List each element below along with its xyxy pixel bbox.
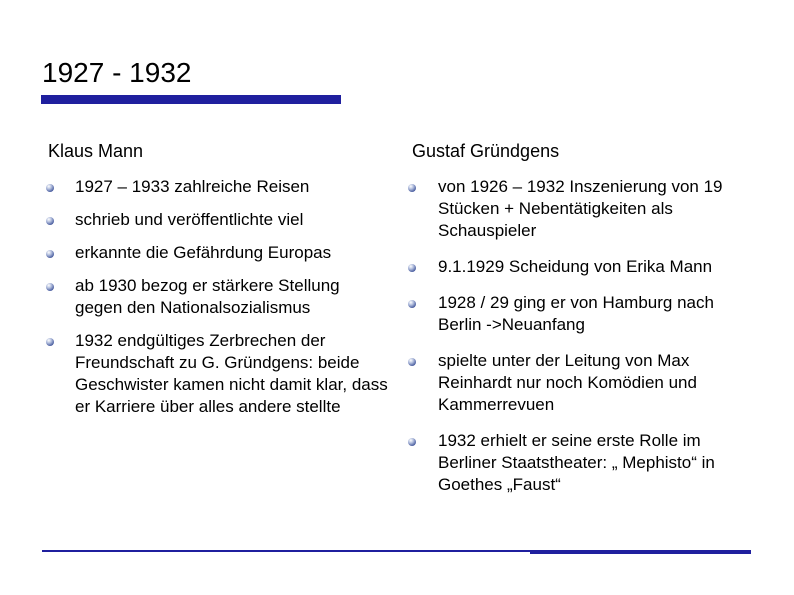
list-item-text: 1927 – 1933 zahlreiche Reisen (75, 177, 310, 196)
right-column-heading: Gustaf Gründgens (412, 141, 560, 161)
list-item-text: 9.1.1929 Scheidung von Erika Mann (438, 257, 713, 276)
list-item-text: 1932 endgültiges Zerbrechen der Freundschaft zu G. Gründgens: beide Geschwister kamen nicht damit klar, dass er Karriere über alles andere stellte (75, 331, 388, 416)
bullet-icon (408, 438, 416, 446)
list-item (408, 176, 753, 242)
list-item (408, 292, 753, 336)
left-bullet-list (46, 176, 391, 429)
list-item (46, 209, 391, 231)
title-underline-bar (41, 95, 341, 104)
list-item (408, 350, 753, 416)
list-item-text: von 1926 – 1932 Inszenierung von 19 Stücken + Nebentätigkeiten als Schauspieler (438, 177, 723, 240)
list-item-text: schrieb und veröffentlichte viel (75, 210, 304, 229)
bullet-icon (46, 338, 54, 346)
list-item-text: 1928 / 29 ging er von Hamburg nach Berlin ->Neuanfang (438, 293, 714, 334)
list-item (408, 256, 753, 278)
list-item-text: 1932 erhielt er seine erste Rolle im Berliner Staatstheater: „ Mephisto“ in Goethes „Faust“ (438, 431, 715, 494)
list-item-text: ab 1930 bezog er stärkere Stellung gegen den Nationalsozialismus (75, 276, 340, 317)
list-item-text: erkannte die Gefährdung Europas (75, 243, 332, 262)
slide-title: 1927 - 1932 (42, 57, 192, 88)
bullet-icon (408, 300, 416, 308)
bullet-icon (408, 358, 416, 366)
right-bullet-list (408, 176, 753, 510)
bullet-icon (46, 250, 54, 258)
left-column-heading: Klaus Mann (48, 141, 144, 161)
list-item-text: spielte unter der Leitung von Max Reinhardt nur noch Komödien und Kammerrevuen (438, 351, 697, 414)
bullet-icon (46, 283, 54, 291)
bullet-icon (46, 184, 54, 192)
list-item (46, 242, 391, 264)
bullet-icon (408, 184, 416, 192)
list-item (46, 176, 391, 198)
list-item (408, 430, 753, 496)
bullet-icon (408, 264, 416, 272)
bullet-icon (46, 217, 54, 225)
footer-divider-accent (530, 550, 751, 554)
list-item (46, 330, 391, 418)
list-item (46, 275, 391, 319)
